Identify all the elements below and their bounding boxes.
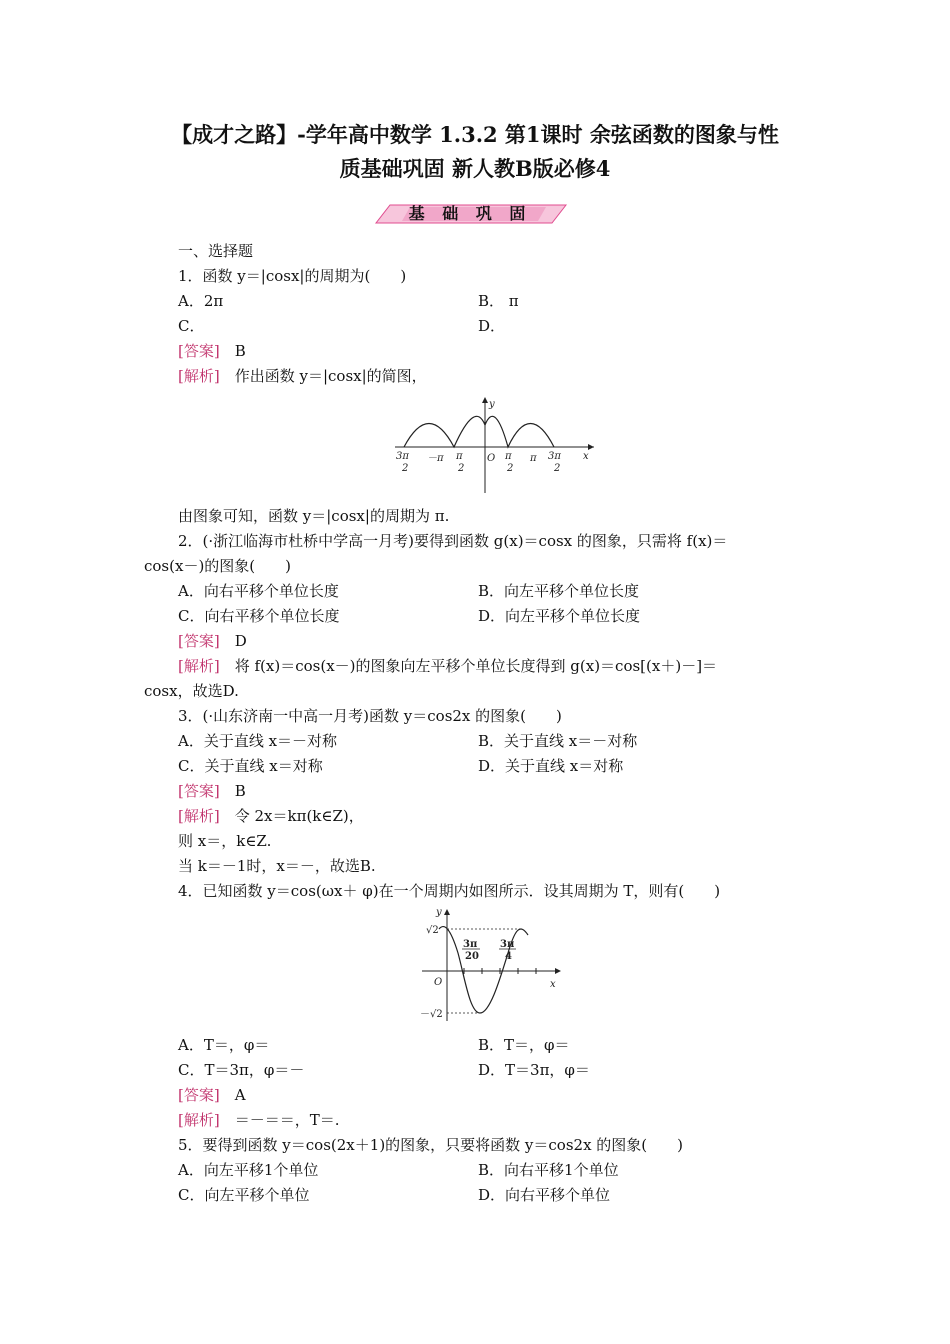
answer-value: B (234, 342, 246, 360)
q3-option-b: B．关于直线 x＝－对称 (478, 732, 638, 750)
answer-label: [答案] (178, 1086, 220, 1104)
fig1-origin: O (487, 453, 496, 464)
fig1-tick-negpi: －π (427, 453, 444, 464)
fig1-tick-negpi2-num: π (456, 451, 463, 462)
q1-option-b: B． π (478, 292, 519, 310)
answer-value: B (234, 782, 246, 800)
q3-analysis-2: 则 x＝，k∈Z. (178, 832, 272, 850)
figure-abs-cos (390, 393, 600, 495)
analysis-label: [解析] (178, 1111, 220, 1129)
q2-stem-cont: cos(x－)的图象( ) (144, 557, 291, 575)
q1-answer (178, 340, 246, 362)
analysis-label: [解析] (178, 657, 220, 675)
fig2-label1-num: 3π (463, 939, 478, 950)
q4-stem: 4．已知函数 y＝cos(ωx＋ φ)在一个周期内如图所示．设其周期为 T，则有( ) (178, 882, 721, 900)
answer-label: [答案] (178, 342, 220, 360)
q4-option-a: A．T＝，φ＝ (178, 1036, 270, 1054)
q3-option-d: D．关于直线 x＝对称 (478, 757, 624, 775)
fig2-label2-num: 3π (500, 939, 515, 950)
title-line-2: 质基础巩固 新人教B版必修4 (339, 156, 611, 181)
q2-analysis (178, 655, 717, 677)
q3-option-c: C．关于直线 x＝对称 (178, 757, 323, 775)
q3-stem: 3．(·山东济南一中高一月考)函数 y＝cos2x 的图象( ) (178, 707, 562, 725)
fig1-tick-pi: π (530, 453, 537, 464)
fig2-y-label: y (436, 907, 442, 918)
fig2-label2-den: 4 (505, 951, 512, 962)
banner-text: 基 础 巩 固 (408, 204, 532, 223)
q5-option-c: C．向左平移个单位 (178, 1186, 310, 1204)
fig1-tick-3pi2-num: 3π (548, 451, 561, 462)
fig1-tick-neg3pi2-num: 3π (396, 451, 409, 462)
figure-cos-wave (420, 905, 565, 1023)
q4-analysis (178, 1109, 340, 1131)
q1-stem: 1．函数 y＝|cosx|的周期为( ) (178, 267, 407, 285)
q1-option-c: C． (178, 317, 205, 335)
fig1-tick-pi2-den: 2 (507, 463, 514, 474)
q5-option-d: D．向右平移个单位 (478, 1186, 611, 1204)
section-banner (370, 203, 570, 225)
fig1-tick-pi2-num: π (505, 451, 512, 462)
analysis-text: 令 2x＝kπ(k∈Z)， (234, 807, 364, 825)
analysis-text: 作出函数 y＝|cosx|的简图， (234, 367, 427, 385)
answer-label: [答案] (178, 632, 220, 650)
q5-option-a: A．向左平移1个单位 (178, 1161, 319, 1179)
q4-option-b: B．T＝，φ＝ (478, 1036, 570, 1054)
answer-value: A (234, 1086, 246, 1104)
q3-analysis-3: 当 k＝－1时，x＝－，故选B. (178, 857, 376, 875)
q2-option-d: D．向左平移个单位长度 (478, 607, 641, 625)
fig2-label1-den: 20 (465, 951, 479, 962)
title-line-1: 【成才之路】-学年高中数学 1.3.2 第1课时 余弦函数的图象与性 (171, 122, 779, 147)
q2-option-a: A．向右平移个单位长度 (178, 582, 339, 600)
q3-option-a: A．关于直线 x＝－对称 (178, 732, 338, 750)
fig2-origin: O (434, 977, 443, 988)
section-heading: 一、选择题 (178, 242, 254, 260)
q4-option-d: D．T＝3π，φ＝ (478, 1061, 590, 1079)
fig1-tick-negpi2-den: 2 (458, 463, 465, 474)
q2-analysis-cont: cosx，故选D. (144, 682, 239, 700)
analysis-text: 将 f(x)＝cos(x－)的图象向左平移个单位长度得到 g(x)＝cos[(x＋)－]＝ (234, 657, 718, 675)
q1-analysis (178, 365, 427, 387)
analysis-text: ＝－＝＝，T＝. (234, 1111, 340, 1129)
q2-stem: 2．(·浙江临海市杜桥中学高一月考)要得到函数 g(x)＝cosx 的图象，只需将 f(x)＝ (178, 532, 728, 550)
q5-stem: 5．要得到函数 y＝cos(2x＋1)的图象，只要将函数 y＝cos2x 的图象( ) (178, 1136, 684, 1154)
analysis-label: [解析] (178, 367, 220, 385)
fig2-y-top: √2 (426, 925, 439, 936)
answer-value: D (234, 632, 247, 650)
q4-option-c: C．T＝3π，φ＝－ (178, 1061, 305, 1079)
analysis-label: [解析] (178, 807, 220, 825)
q3-answer (178, 780, 246, 802)
q1-conclusion: 由图象可知，函数 y＝|cosx|的周期为 π. (178, 507, 450, 525)
q2-answer (178, 630, 247, 652)
q2-option-c: C．向右平移个单位长度 (178, 607, 340, 625)
fig1-y-label: y (489, 399, 495, 410)
fig2-x-label: x (550, 979, 556, 990)
fig1-tick-neg3pi2-den: 2 (402, 463, 409, 474)
q5-option-b: B．向右平移1个单位 (478, 1161, 619, 1179)
answer-label: [答案] (178, 782, 220, 800)
q4-answer (178, 1084, 246, 1106)
fig1-tick-3pi2-den: 2 (554, 463, 561, 474)
q2-option-b: B．向左平移个单位长度 (478, 582, 640, 600)
q1-option-a: A．2π (178, 292, 224, 310)
fig1-x-label: x (583, 451, 589, 462)
fig2-y-bottom: －√2 (420, 1009, 443, 1020)
q1-option-d: D． (478, 317, 506, 335)
q3-analysis (178, 805, 364, 827)
